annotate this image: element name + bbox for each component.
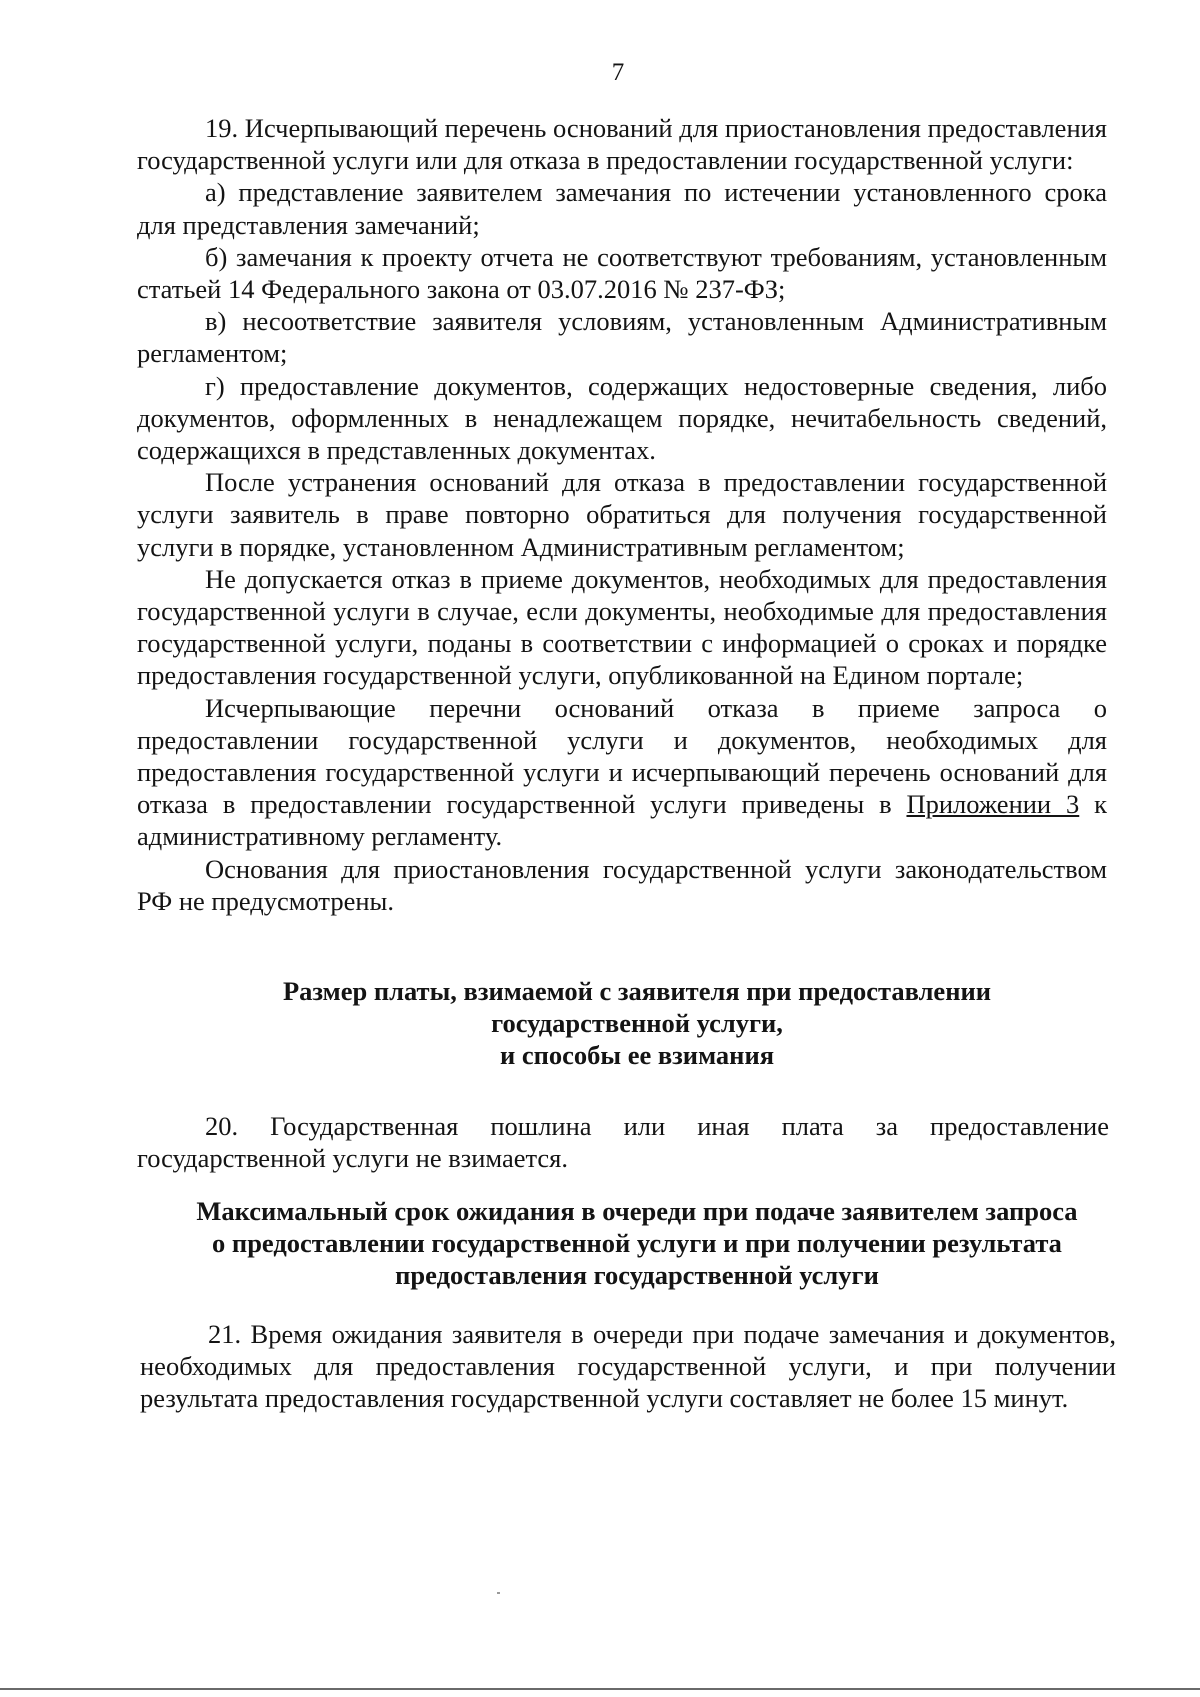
section-21-text: 21. Время ожидания заявителя в очереди при подаче замечания и документов, необходимых для предоставления государственной услуги, и при получении результата предоставления государственной услуги составляет не более 15 минут. <box>140 1319 1116 1414</box>
section-20-block <box>137 1110 1109 1174</box>
section-19-item-v: в) несоответствие заявителя условиям, установленным Административным регламентом; <box>137 306 1107 369</box>
wait-heading-line-3: предоставления государственной услуги <box>395 1260 879 1290</box>
wait-heading <box>137 1195 1137 1291</box>
section-19-exhaustive-lists <box>137 692 1107 853</box>
wait-heading-line-2: о предоставлении государственной услуги и при получении результата <box>212 1228 1062 1258</box>
section-19-item-a: а) представление заявителем замечания по истечении установленного срока для представления замечаний; <box>137 177 1107 240</box>
section-19-item-b: б) замечания к проекту отчета не соответствуют требованиям, установленным статьей 14 Федерального закона от 03.07.2016 № 237-ФЗ; <box>137 241 1107 305</box>
section-19-item-g: г) предоставление документов, содержащих недостоверные сведения, либо документов, оформленных в ненадлежащем порядке, нечитабельность сведений, содержащихся в представленных документах. <box>137 370 1107 466</box>
fee-heading <box>137 975 1137 1071</box>
exhaustive-lists-start: Исчерпывающие перечни оснований отказа в приеме запроса о предоставлении государственной услуги и документов, необходимых для предоставления государственной услуги и исчерпывающий перечень оснований для отказа в предоставлении государственной услуги приведены в <box>137 692 1107 820</box>
section-19-not-allowed: Не допускается отказ в приеме документов, необходимых для предоставления государственной услуги в случае, если документы, необходимые для предоставления государственной услуги, поданы в соответствии с информацией о сроках и порядке предоставления государственной услуги, опубликованной на Едином портале; <box>137 563 1107 691</box>
fee-heading-line-3: и способы ее взимания <box>499 1040 775 1070</box>
section-19-block <box>137 112 1107 917</box>
wait-heading-block <box>137 1195 1137 1291</box>
section-19-after-removal: После устранения оснований для отказа в предоставлении государственной услуги заявитель в праве повторно обратиться для получения государственной услуги в порядке, установленном Административным регламентом; <box>137 467 1107 562</box>
fee-heading-block <box>137 975 1137 1071</box>
page-number: 7 <box>611 59 625 86</box>
section-19-suspension: Основания для приостановления государственной услуги законодательством РФ не предусмотрены. <box>137 853 1107 916</box>
section-19-intro: 19. Исчерпывающий перечень оснований для приостановления предоставления государственной услуги или для отказа в предоставлении государственной услуги: <box>137 113 1107 176</box>
appendix-3-link[interactable]: Приложении 3 <box>906 789 1080 820</box>
section-21-block <box>140 1318 1116 1415</box>
page-bottom-edge-line <box>0 1688 1200 1690</box>
fee-heading-line-2: государственной услуги, <box>491 1008 783 1038</box>
fee-heading-line-1: Размер платы, взимаемой с заявителя при предоставлении <box>282 976 992 1006</box>
scan-artifact-dot <box>497 1592 500 1594</box>
section-20-text: 20. Государственная пошлина или иная плата за предоставление государственной услуги не взимается. <box>137 1111 1109 1174</box>
wait-heading-line-1: Максимальный срок ожидания в очереди при подаче заявителем запроса <box>196 1196 1078 1226</box>
exhaustive-lists-end: к административному регламенту. <box>137 789 1107 852</box>
